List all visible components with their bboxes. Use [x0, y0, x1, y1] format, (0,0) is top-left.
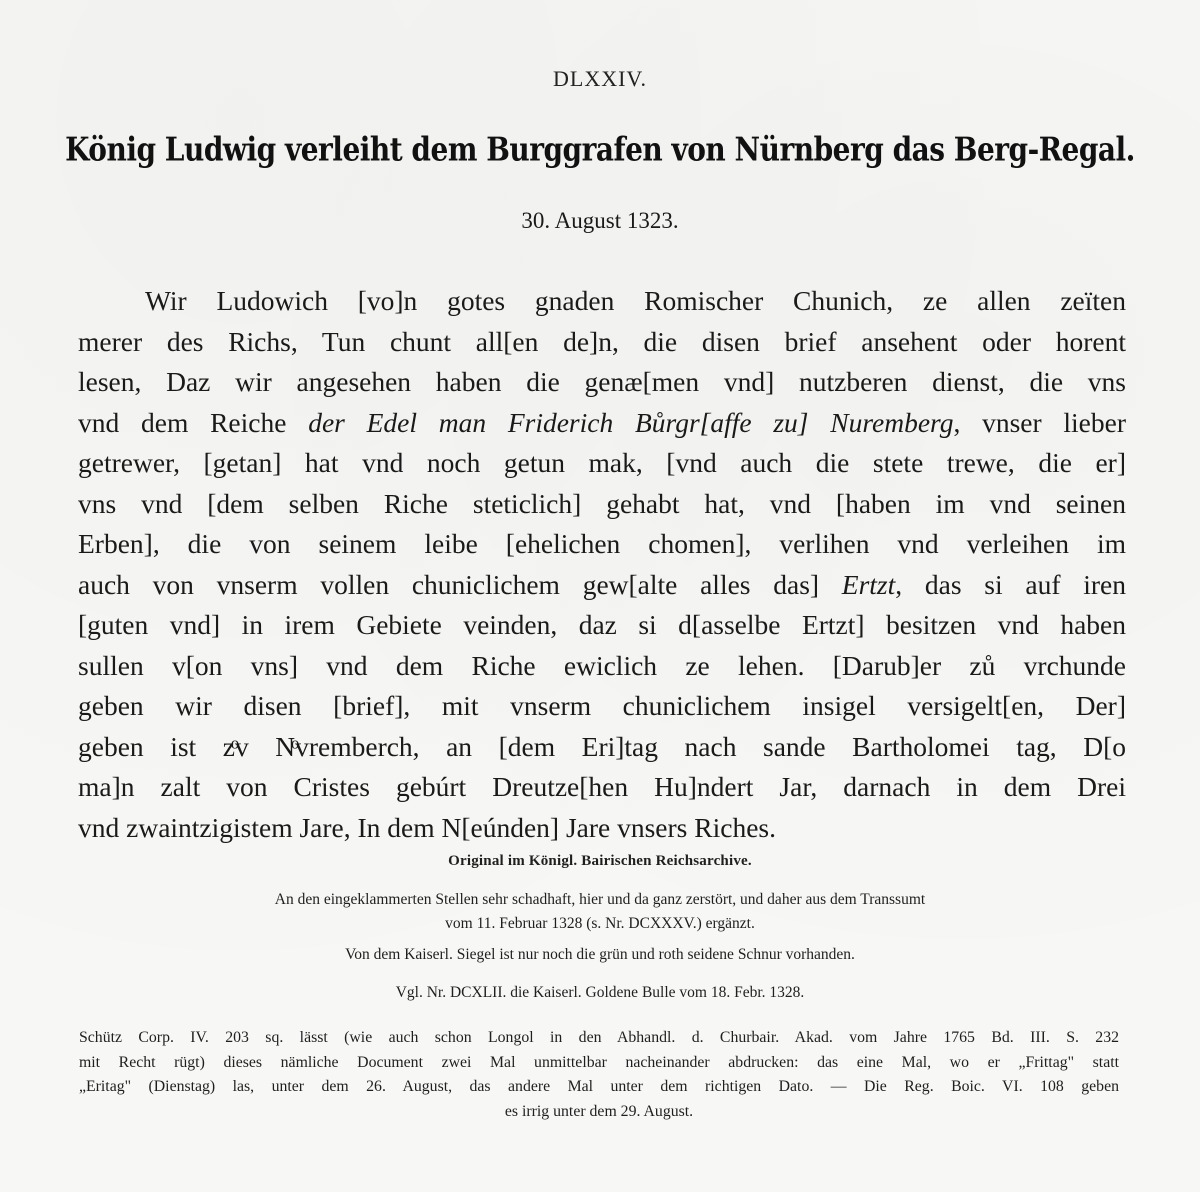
document-number: DLXXIV.	[553, 66, 647, 91]
charter-segment: geben ist zͦv Nͦvremberch, an [dem Eri]tag nach sande Bartholomei tag, D[o	[78, 730, 1126, 762]
charter-segment: auch von vnserm vollen chuniclichem gew[alte alles das]	[78, 568, 842, 600]
footnote-line: „Eritag" (Dienstag) las, unter dem 26. August, das andere Mal unter dem richtigen Dato. — Die Reg. Boic. VI. 108 geben	[79, 1078, 1119, 1095]
charter-segment: lesen, Daz wir angesehen haben die genæ[men vnd] nutzberen dienst, die vns	[78, 366, 1126, 397]
charter-segment: vnd zwaintzigistem Jare, In dem N[eúnden] Jare vnsers Riches.	[78, 811, 776, 843]
charter-line	[78, 403, 1126, 444]
footnote-line: mit Recht rügt) dieses nämliche Document zwei Mal unmittelbar nacheinander abdrucken: das eine Mal, wo er „Frittag" statt	[79, 1053, 1119, 1071]
charter-segment: vns vnd [dem selben Riche steticlich] gehabt hat, vnd [haben im vnd seinen	[78, 487, 1126, 519]
charter-line	[78, 686, 1126, 727]
charter-line	[78, 281, 1126, 322]
charter-segment: [guten vnd] in irem Gebiete veinden, daz si d[asselbe Ertzt] besitzen vnd haben	[78, 609, 1126, 640]
charter-line	[78, 605, 1126, 646]
charter-text	[78, 281, 1126, 848]
note-original-archive: Original im Königl. Bairischen Reichsarchive.	[448, 853, 752, 869]
charter-segment: sullen v[on vns] vnd dem Riche ewiclich ze lehen. [Darub]er zů vrchunde	[78, 649, 1126, 681]
charter-line	[78, 443, 1126, 484]
charter-italic-segment: der Edel man Friderich Bůrgr[affe zu] Nuremberg	[308, 406, 954, 438]
charter-segment: vnd dem Reiche	[78, 406, 309, 438]
charter-segment: , das si auf iren	[895, 568, 1126, 600]
charter-segment: Wir Ludowich [vo]n gotes gnaden Romischer Chunich, ze allen zeïten	[145, 285, 1126, 316]
charter-line	[78, 808, 1126, 849]
charter-segment: getrewer, [getan] hat vnd noch getun mak, [vnd auch die stete trewe, die er]	[78, 447, 1126, 478]
charter-segment: Erben], die von seinem leibe [ehelichen chomen], verlihen vnd verleihen im	[78, 528, 1126, 559]
footnote-line: Schütz Corp. IV. 203 sq. lässt (wie auch schon Longol in den Abhandl. d. Churbair. Akad. vom Jahre 1765 Bd. III. S. 232	[79, 1029, 1119, 1046]
footnote-line: es irrig unter dem 29. August.	[504, 1102, 694, 1120]
charter-line	[78, 565, 1126, 606]
charter-line	[78, 727, 1126, 768]
charter-segment: , vnser lieber	[953, 406, 1126, 438]
footnote	[79, 1026, 1119, 1124]
charter-line	[78, 767, 1126, 808]
note-seal: Von dem Kaiserl. Siegel ist nur noch die grün und roth seidene Schnur vorhanden.	[345, 946, 855, 963]
charter-line	[78, 322, 1126, 363]
charter-segment: geben wir disen [brief], mit vnserm chuniclichem insigel versigelt[en, Der]	[78, 690, 1126, 721]
charter-line	[78, 646, 1126, 687]
note-cross-reference: Vgl. Nr. DCXLII. die Kaiserl. Goldene Bulle vom 18. Febr. 1328.	[395, 984, 805, 1001]
note-damage-line: vom 11. Februar 1328 (s. Nr. DCXXXV.) ergänzt.	[445, 915, 755, 932]
note-damage	[0, 888, 1200, 936]
charter-segment: merer des Richs, Tun chunt all[en de]n, die disen brief ansehent oder horent	[78, 325, 1126, 357]
charter-segment: ma]n zalt von Cristes gebúrt Dreutze[hen Hu]ndert Jar, darnach in dem Drei	[78, 771, 1126, 802]
charter-line	[78, 484, 1126, 525]
charter-line	[78, 524, 1126, 565]
note-damage-line: An den eingeklammerten Stellen sehr schadhaft, hier und da ganz zerstört, und daher aus dem Transsumt	[274, 891, 926, 908]
charter-italic-segment: Ertzt	[841, 568, 896, 600]
charter-line	[78, 362, 1126, 403]
document-date: 30. August 1323.	[521, 208, 679, 233]
document-title: König Ludwig verleiht dem Burggrafen von Nürnberg das Berg-Regal.	[65, 130, 1135, 169]
